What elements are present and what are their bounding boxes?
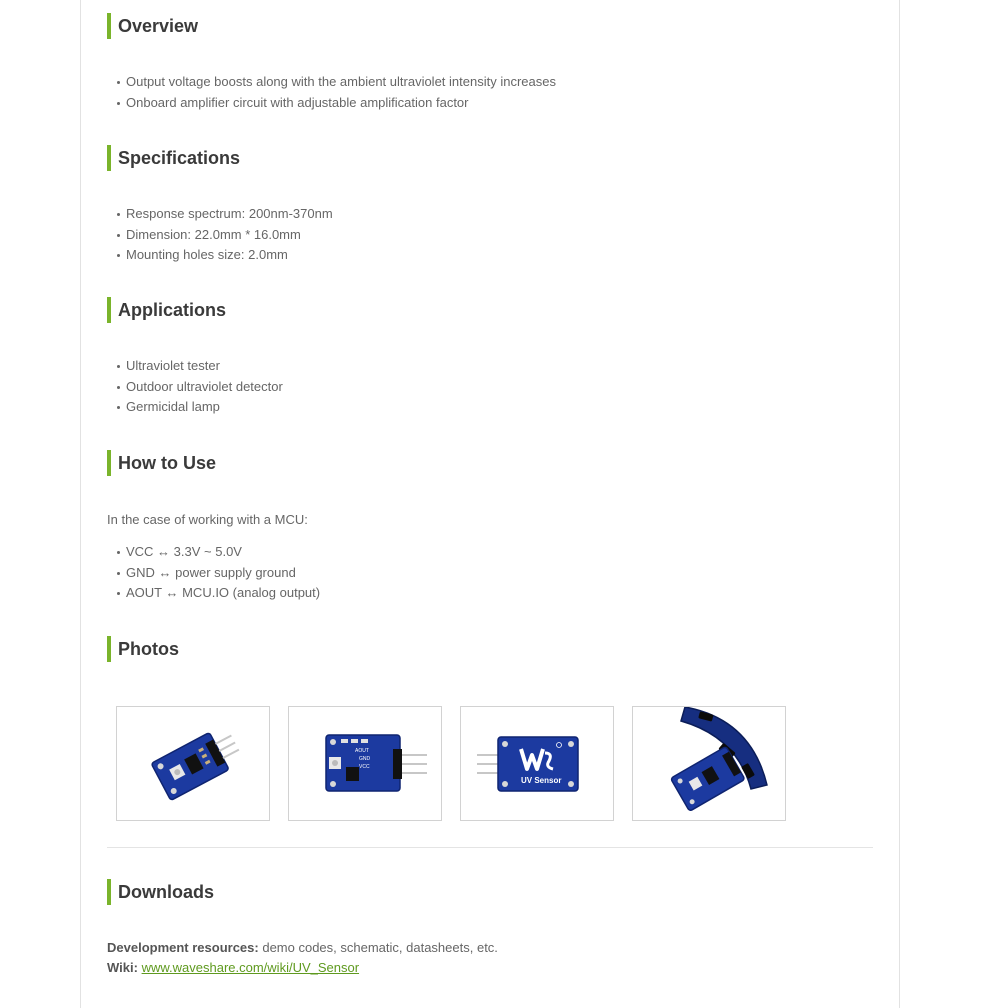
downloads-heading: Downloads [107,879,214,905]
applications-heading: Applications [107,297,226,323]
list-item: Germicidal lamp [126,397,283,418]
wiki-label: Wiki: [107,960,138,975]
list-item: AOUT ↔ MCU.IO (analog output) [126,583,320,604]
product-photo-2[interactable] [288,706,442,821]
development-resources-label: Development resources: [107,940,259,955]
pin-label-vcc: VCC [359,764,370,770]
list-item: Dimension: 22.0mm * 16.0mm [126,225,333,246]
photos-heading: Photos [107,636,179,662]
wiki-link[interactable]: www.waveshare.com/wiki/UV_Sensor [141,960,360,975]
how-to-use-heading: How to Use [107,450,216,476]
specifications-heading: Specifications [107,145,240,171]
list-item: Onboard amplifier circuit with adjustable amplification factor [126,93,556,114]
specifications-list [126,204,333,266]
development-resources-line [107,940,498,955]
list-item: Response spectrum: 200nm-370nm [126,204,333,225]
list-item: VCC ↔ 3.3V ~ 5.0V [126,542,320,563]
board-label: UV Sensor [521,776,562,785]
section-divider [107,847,873,848]
wiki-line [107,960,359,975]
list-item: Mounting holes size: 2.0mm [126,245,333,266]
product-photo-3[interactable] [460,706,614,821]
product-photo-4[interactable] [632,706,786,821]
pin-label-aout: AOUT [355,748,369,754]
overview-list [126,72,556,113]
pin-connection-list [126,542,320,604]
list-item: Ultraviolet tester [126,356,283,377]
product-photo-1[interactable] [116,706,270,821]
development-resources-text: demo codes, schematic, datasheets, etc. [258,940,498,955]
list-item: Output voltage boosts along with the ambient ultraviolet intensity increases [126,72,556,93]
how-to-use-intro: In the case of working with a MCU: [107,512,308,527]
list-item: Outdoor ultraviolet detector [126,377,283,398]
content-page [80,0,900,1008]
overview-heading: Overview [107,13,198,39]
uv-sensor-mounted-image [633,707,786,821]
list-item: GND ↔ power supply ground [126,563,320,584]
uv-sensor-top-image [289,707,442,821]
pin-label-gnd: GND [359,756,371,762]
uv-sensor-angled-image [117,707,270,821]
uv-sensor-back-image [461,707,614,821]
applications-list [126,356,283,418]
